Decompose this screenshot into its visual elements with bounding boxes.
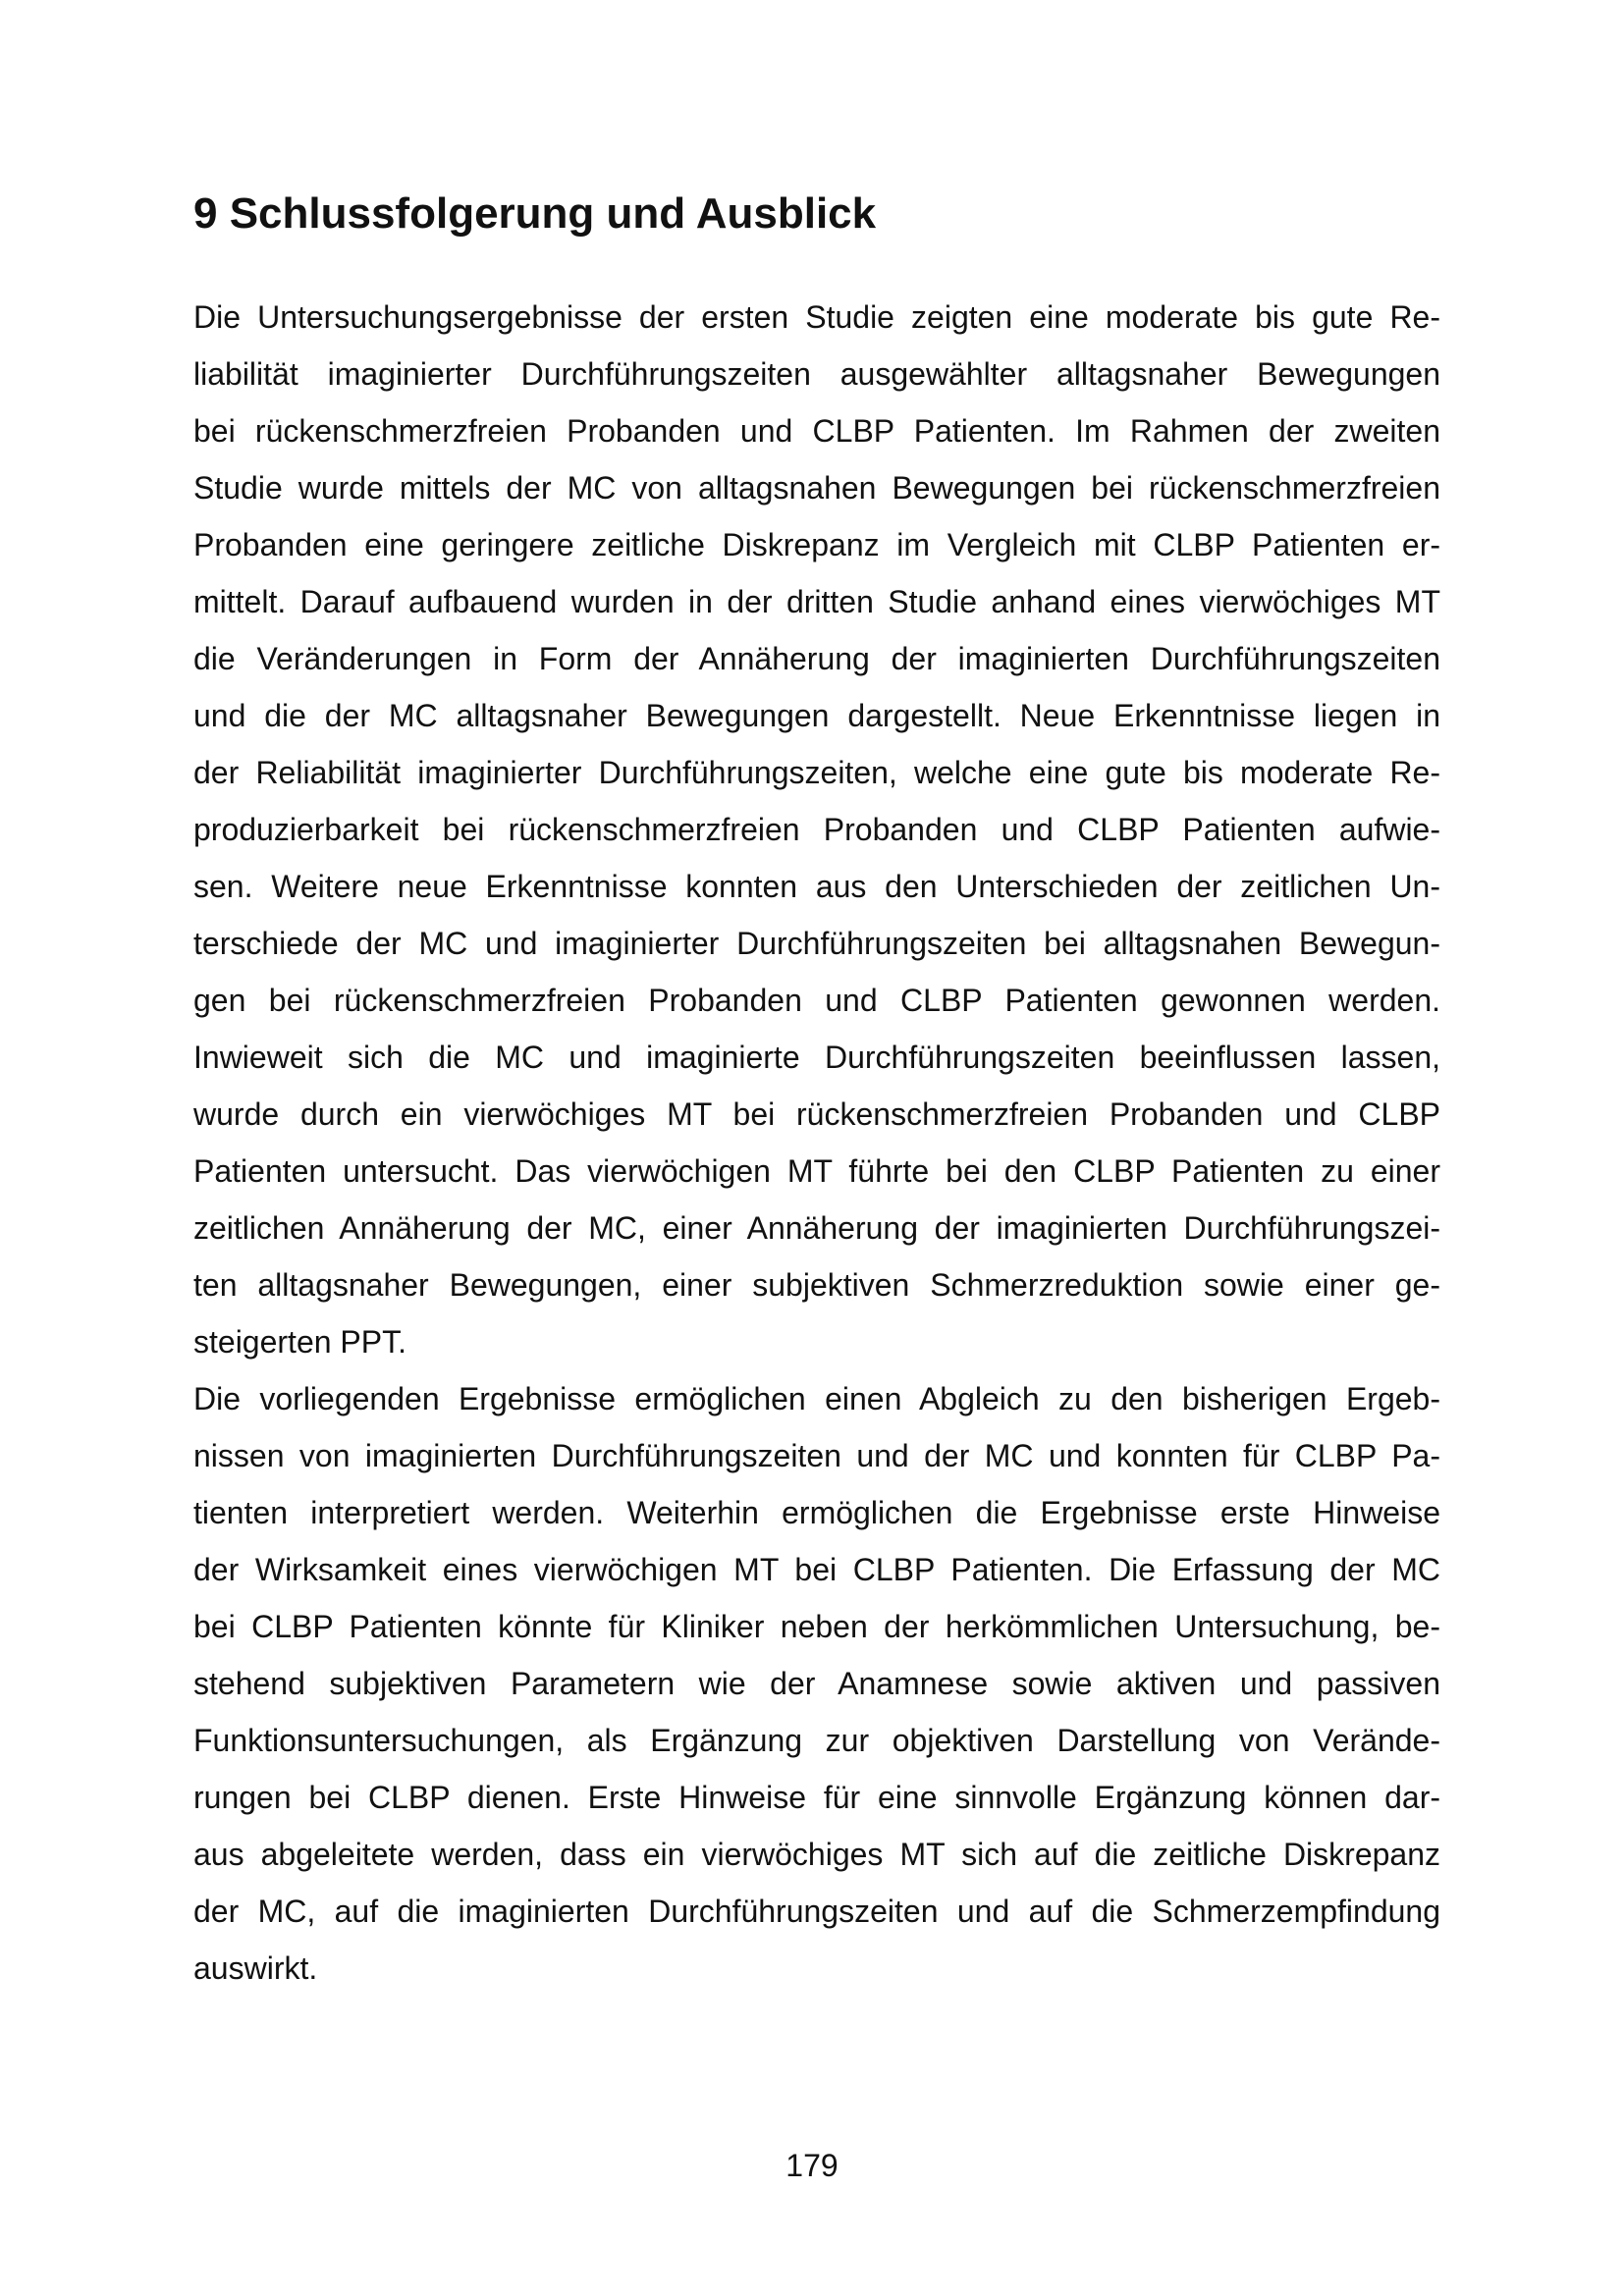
text-line: produzierbarkeit bei rückenschmerzfreien Probanden und CLBP Patienten aufwie- <box>193 812 1440 847</box>
text-line: rungen bei CLBP dienen. Erste Hinweise für eine sinnvolle Ergänzung können dar- <box>193 1780 1440 1815</box>
text-line: wurde durch ein vierwöchiges MT bei rückenschmerzfreien Probanden und CLBP <box>193 1096 1440 1132</box>
text-line: Die Untersuchungsergebnisse der ersten Studie zeigten eine moderate bis gute Re- <box>193 299 1440 335</box>
text-line: der Reliabilität imaginierter Durchführungszeiten, welche eine gute bis moderate Re- <box>193 755 1440 790</box>
text-line: aus abgeleitete werden, dass ein vierwöchiges MT sich auf die zeitliche Diskrepanz <box>193 1837 1440 1872</box>
text-line: und die der MC alltagsnaher Bewegungen dargestellt. Neue Erkenntnisse liegen in <box>193 698 1440 733</box>
text-line: stehend subjektiven Parametern wie der Anamnese sowie aktiven und passiven <box>193 1666 1440 1701</box>
text-line: gen bei rückenschmerzfreien Probanden und CLBP Patienten gewonnen werden. <box>193 983 1440 1018</box>
text-line: Patienten untersucht. Das vierwöchigen MT führte bei den CLBP Patienten zu einer <box>193 1153 1440 1189</box>
text-line: Studie wurde mittels der MC von alltagsnahen Bewegungen bei rückenschmerzfreien <box>193 470 1440 506</box>
text-line: Probanden eine geringere zeitliche Diskrepanz im Vergleich mit CLBP Patienten er- <box>193 527 1440 562</box>
text-line: die Veränderungen in Form der Annäherung der imaginierten Durchführungszeiten <box>193 641 1440 676</box>
text-line: steigerten PPT. <box>193 1324 406 1360</box>
body-text <box>193 289 1440 1997</box>
text-line: Funktionsuntersuchungen, als Ergänzung zur objektiven Darstellung von Verände- <box>193 1723 1440 1758</box>
text-line: Inwieweit sich die MC und imaginierte Durchführungszeiten beeinflussen lassen, <box>193 1040 1440 1075</box>
text-line: terschiede der MC und imaginierter Durchführungszeiten bei alltagsnahen Bewegun- <box>193 926 1440 961</box>
paragraph-outlook <box>193 1370 1440 1997</box>
page-number: 179 <box>785 2148 839 2183</box>
text-line: sen. Weitere neue Erkenntnisse konnten aus den Unterschieden der zeitlichen Un- <box>193 869 1440 904</box>
text-line: nissen von imaginierten Durchführungszeiten und der MC und konnten für CLBP Pa- <box>193 1438 1440 1473</box>
text-line: liabilität imaginierter Durchführungszeiten ausgewählter alltagsnaher Bewegungen <box>193 356 1440 392</box>
text-line: bei rückenschmerzfreien Probanden und CLBP Patienten. Im Rahmen der zweiten <box>193 413 1440 449</box>
text-line: zeitlichen Annäherung der MC, einer Annäherung der imaginierten Durchführungszei- <box>193 1210 1440 1246</box>
text-line: der MC, auf die imaginierten Durchführungszeiten und auf die Schmerzempfindung <box>193 1894 1440 1929</box>
text-line: tienten interpretiert werden. Weiterhin ermöglichen die Ergebnisse erste Hinweise <box>193 1495 1440 1530</box>
text-line: auswirkt. <box>193 1950 318 1986</box>
text-line: bei CLBP Patienten könnte für Kliniker neben der herkömmlichen Untersuchung, be- <box>193 1609 1440 1644</box>
paragraph-results <box>193 289 1440 1370</box>
text-line: mittelt. Darauf aufbauend wurden in der dritten Studie anhand eines vierwöchiges MT <box>193 584 1440 619</box>
text-line: ten alltagsnaher Bewegungen, einer subjektiven Schmerzreduktion sowie einer ge- <box>193 1267 1440 1303</box>
text-line: der Wirksamkeit eines vierwöchigen MT bei CLBP Patienten. Die Erfassung der MC <box>193 1552 1440 1587</box>
text-line: Die vorliegenden Ergebnisse ermöglichen einen Abgleich zu den bisherigen Ergeb- <box>193 1381 1440 1416</box>
chapter-heading: 9 Schlussfolgerung und Ausblick <box>193 189 877 238</box>
